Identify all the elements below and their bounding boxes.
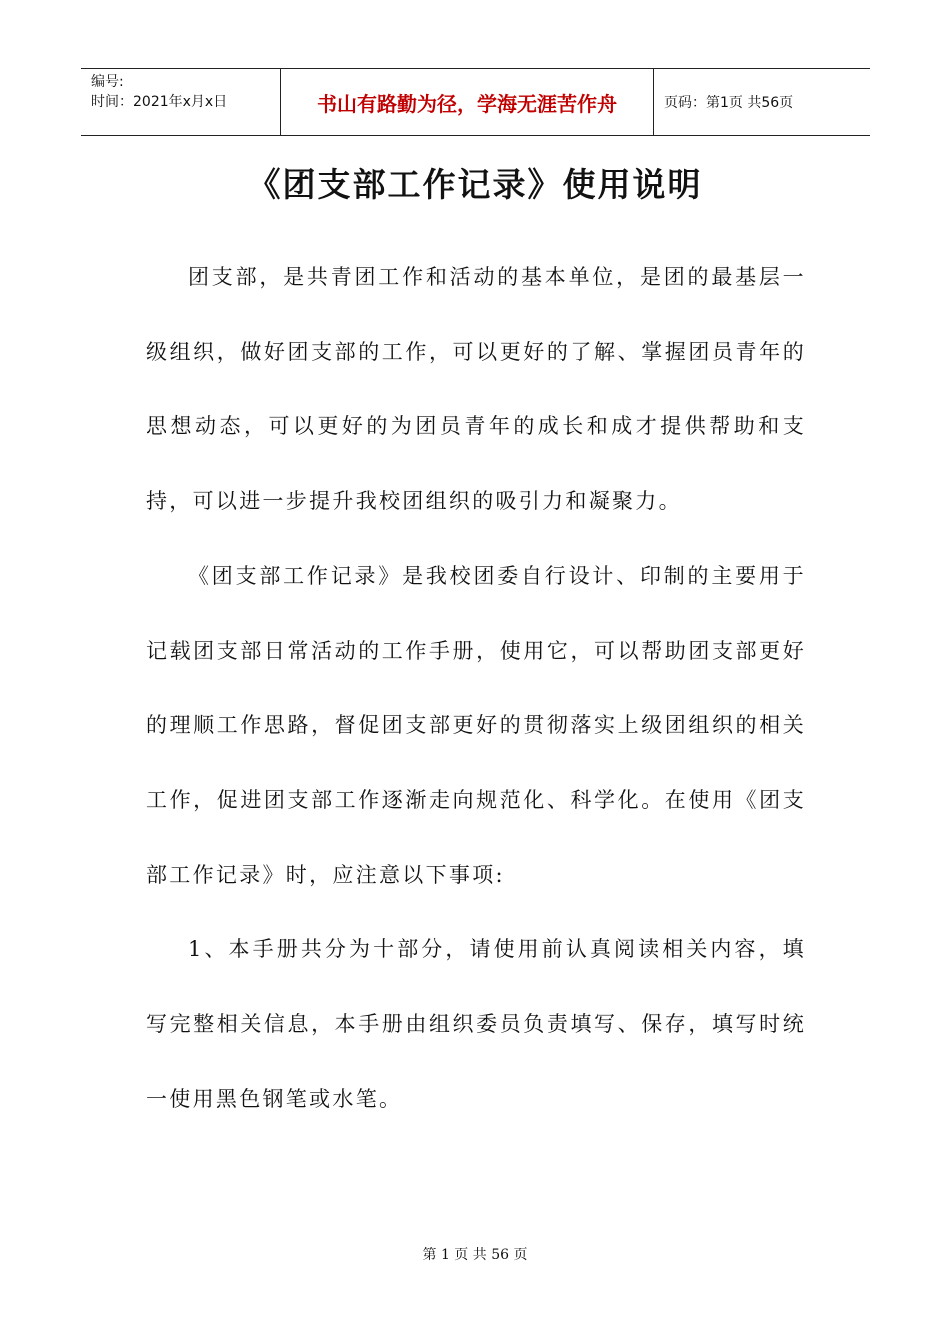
- body-paragraph-2: 《团支部工作记录》是我校团委自行设计、印制的主要用于记载团支部日常活动的工作手册，使用它，可以帮助团支部更好的理顺工作思路，督促团支部更好的贯彻落实上级团组织的相关工作，促进团支部工作逐渐走向规范化、科学化。在使用《团支部工作记录》时，应注意以下事项:: [146, 563, 806, 887]
- header-page-info: 页码：第1页 共56页: [664, 95, 794, 111]
- header-date-label: 时间：2021年x月x日: [91, 94, 228, 110]
- body-paragraph-1: 团支部，是共青团工作和活动的基本单位，是团的最基层一级组织，做好团支部的工作，可以更好的了解、掌握团员青年的思想动态，可以更好的为团员青年的成长和成才提供帮助和支持，可以进一步提升我校团组织的吸引力和凝聚力。: [146, 265, 806, 514]
- header-motto: 书山有路勤为径，学海无涯苦作舟: [281, 69, 654, 135]
- document-title: 《团支部工作记录》使用说明: [247, 165, 703, 204]
- header-meta-cell: [81, 69, 281, 135]
- document-body: [146, 240, 806, 1136]
- page-footer: 第 1 页 共 56 页: [422, 1247, 528, 1263]
- header-number-label: 编号:: [91, 74, 124, 90]
- page-header: [81, 68, 870, 136]
- body-paragraph-3: 1、本手册共分为十部分，请使用前认真阅读相关内容，填写完整相关信息，本手册由组织委员负责填写、保存，填写时统一使用黑色钢笔或水笔。: [146, 937, 806, 1111]
